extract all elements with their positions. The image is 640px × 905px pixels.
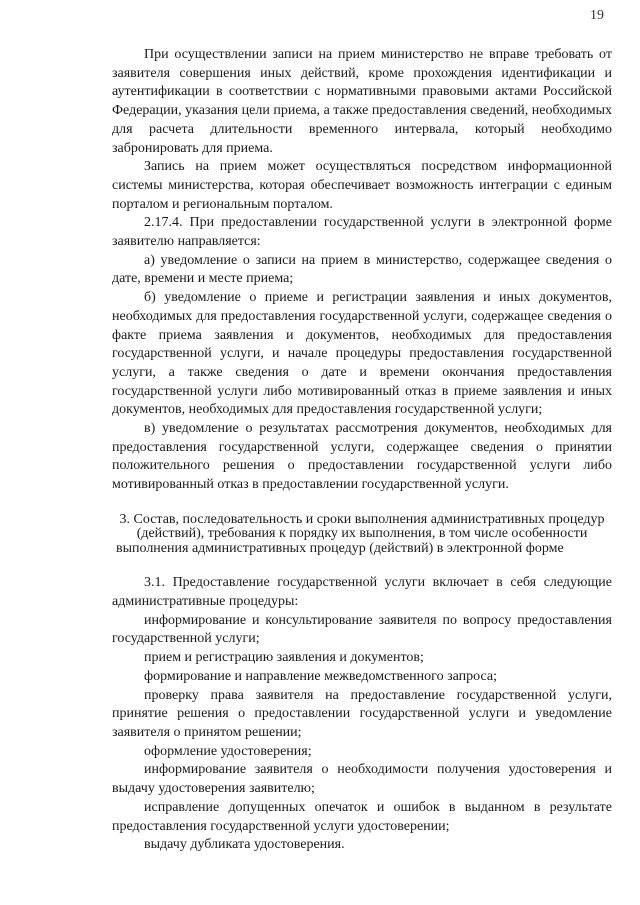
paragraph: 3.1. Предоставление государственной услуги включает в себя следующие административные процедуры: (112, 575, 612, 610)
list-item: информирование и консультирование заявителя по вопросу предоставления государственной услуги; (112, 612, 612, 647)
page-number: 19 (590, 8, 604, 23)
paragraph: б) уведомление о приеме и регистрации заявления и иных документов, необходимых для предоставления государственной услуги, содержащее сведения о факте приема заявления и документов, необходимых для предоставления государственной услуги, и начале процедуры предоставления государственной услуги, а также сведения о дате и времени окончания предоставления государственной услуги либо мотивированный отказ в приеме заявления и иных документов, необходимых для предоставления государственной услуги; (112, 290, 612, 418)
list-item: исправление допущенных опечаток и ошибок в выданном в результате предоставления государственной услуги удостоверении; (112, 799, 612, 834)
document-body (112, 46, 612, 855)
list-item: информирование заявителя о необходимости получения удостоверения и выдачу удостоверения заявителю; (112, 762, 612, 797)
paragraph: а) уведомление о записи на прием в министерство, содержащее сведения о дате, времени и месте приема; (112, 252, 612, 287)
section-heading: 3. Состав, последовательность и сроки выполнения административных процедур (действий), требования к порядку их выполнения, в том числе особенности выполнения административных процедур (действий) в электронной форме (116, 511, 605, 556)
paragraph: Запись на прием может осуществляться посредством информационной системы министерства, которая обеспечивает возможность интеграции с единым порталом и региональным порталом. (112, 159, 612, 212)
list-item: проверку права заявителя на предоставление государственной услуги, принятие решения о предоставлении государственной услуги и уведомление заявителя о принятом решении; (112, 687, 612, 740)
list-item: выдачу дубликата удостоверения. (144, 837, 345, 853)
paragraph: в) уведомление о результатах рассмотрения документов, необходимых для предоставления государственной услуги, содержащее сведения о принятии положительного решения о предоставлении государственной услуги либо мотивированный отказ в предоставлении государственной услуги. (112, 421, 612, 493)
paragraph: 2.17.4. При предоставлении государственной услуги в электронной форме заявителю направляется: (112, 215, 612, 250)
list-item: формирование и направление межведомственного запроса; (144, 668, 497, 684)
paragraph: При осуществлении записи на прием министерство не вправе требовать от заявителя совершения иных действий, кроме прохождения идентификации и аутентификации в соответствии с нормативными правовыми актами Российской Федерации, указания цели приема, а также предоставления сведений, необходимых для расчета длительности временного интервала, который необходимо забронировать для приема. (112, 47, 612, 156)
list-item: прием и регистрацию заявления и документов; (144, 650, 424, 666)
list-item: оформление удостоверения; (144, 743, 312, 759)
